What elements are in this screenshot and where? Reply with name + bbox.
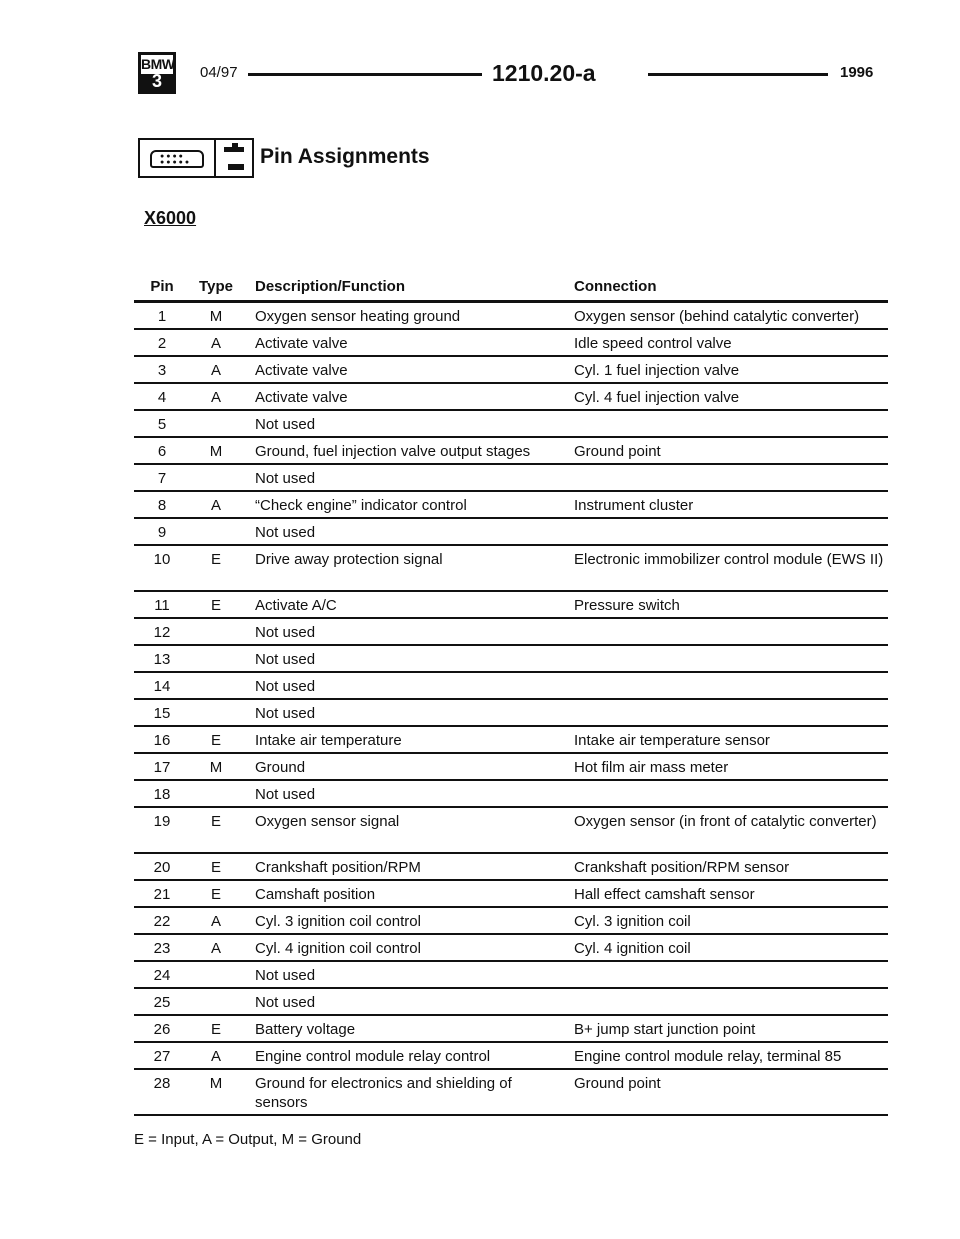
table-row	[134, 1070, 888, 1116]
pin-description: Not used	[255, 624, 316, 641]
pin-number: 20	[153, 859, 171, 876]
pin-description: Not used	[255, 705, 316, 722]
pin-type: E	[210, 886, 221, 903]
header-description: Description/Function	[255, 278, 405, 295]
header-pin: Pin	[150, 278, 174, 295]
type-legend: E = Input, A = Output, M = Ground	[134, 1131, 362, 1148]
table-row	[134, 781, 888, 808]
pin-type: E	[210, 597, 221, 614]
pin-connection: Electronic immobilizer control module (EWS II)	[574, 551, 884, 568]
pin-type: M	[209, 308, 223, 325]
pin-type: A	[210, 335, 221, 352]
table-row	[134, 646, 888, 673]
header-type: Type	[199, 278, 233, 295]
table-row	[134, 465, 888, 492]
pin-number: 16	[153, 732, 171, 749]
pin-description: Camshaft position	[255, 886, 376, 903]
pin-type: E	[210, 1021, 221, 1038]
pin-number: 17	[153, 759, 171, 776]
pin-number: 22	[153, 913, 171, 930]
table-row	[134, 438, 888, 465]
pin-description: Oxygen sensor heating ground	[255, 308, 461, 325]
pin-description: Intake air temperature	[255, 732, 402, 749]
pin-description: Not used	[255, 651, 316, 668]
table-row	[134, 492, 888, 519]
pin-type: E	[210, 813, 221, 830]
pin-connection: Cyl. 1 fuel injection valve	[574, 362, 740, 379]
table-row	[134, 519, 888, 546]
table-row	[134, 754, 888, 781]
table-row	[134, 546, 888, 592]
pin-number: 28	[153, 1075, 171, 1092]
pin-description: Not used	[255, 416, 316, 433]
table-row	[134, 592, 888, 619]
pin-number: 3	[157, 362, 167, 379]
table-row	[134, 908, 888, 935]
pin-description: Activate valve	[255, 335, 348, 352]
pin-number: 9	[157, 524, 167, 541]
pin-description: “Check engine” indicator control	[255, 497, 467, 514]
header-connection: Connection	[574, 278, 657, 295]
pin-connection: Cyl. 4 ignition coil	[574, 940, 691, 957]
pin-description: Not used	[255, 994, 316, 1011]
table-row	[134, 808, 888, 854]
pin-connection: Ground point	[574, 443, 661, 460]
pin-description: Battery voltage	[255, 1021, 356, 1038]
pin-description: Not used	[255, 967, 316, 984]
pin-description: Ground	[255, 759, 306, 776]
pin-connection: Intake air temperature sensor	[574, 732, 770, 749]
pin-type: A	[210, 940, 221, 957]
pin-number: 13	[153, 651, 171, 668]
pin-assignment-table	[134, 276, 888, 1116]
pin-connection: Ground point	[574, 1075, 661, 1092]
pin-number: 23	[153, 940, 171, 957]
pin-description: Engine control module relay control	[255, 1048, 491, 1065]
table-row	[134, 1016, 888, 1043]
table-row	[134, 989, 888, 1016]
table-row	[134, 962, 888, 989]
pin-connection: Engine control module relay, terminal 85	[574, 1048, 842, 1065]
table-row	[134, 673, 888, 700]
pin-type: A	[210, 362, 221, 379]
pin-number: 24	[153, 967, 171, 984]
pin-type: E	[210, 551, 221, 568]
pin-number: 6	[157, 443, 167, 460]
table-row	[134, 357, 888, 384]
header-date: 04/97	[200, 64, 238, 81]
pin-type: M	[209, 1075, 223, 1092]
table-row	[134, 935, 888, 962]
pin-description: Oxygen sensor signal	[255, 813, 400, 830]
pin-number: 5	[157, 416, 167, 433]
pin-connection: Hot film air mass meter	[574, 759, 729, 776]
pin-description: Not used	[255, 678, 316, 695]
table-row	[134, 619, 888, 646]
pin-number: 4	[157, 389, 167, 406]
pin-connection: Oxygen sensor (behind catalytic converter)	[574, 308, 860, 325]
plug-pins-icon	[214, 138, 254, 178]
pin-description: Crankshaft position/RPM	[255, 859, 421, 876]
pin-description: Cyl. 4 ignition coil control	[255, 940, 421, 957]
pin-description: Cyl. 3 ignition coil control	[255, 913, 421, 930]
pin-type: E	[210, 732, 221, 749]
pin-type: A	[210, 389, 221, 406]
pin-description: Activate valve	[255, 389, 348, 406]
pin-description: Activate A/C	[255, 597, 337, 614]
pin-number: 18	[153, 786, 171, 803]
pin-description: Ground for electronics and shielding of sensors	[255, 1075, 512, 1111]
header-rule-left	[248, 73, 482, 76]
pin-type: A	[210, 913, 221, 930]
pin-type: E	[210, 859, 221, 876]
pin-connection: B+ jump start junction point	[574, 1021, 756, 1038]
page-header	[138, 52, 880, 96]
pin-number: 7	[157, 470, 167, 487]
pin-connection: Cyl. 3 ignition coil	[574, 913, 691, 930]
model-year: 1996	[840, 64, 874, 81]
pin-type: A	[210, 1048, 221, 1065]
section-title: Pin Assignments	[260, 145, 430, 168]
table-row	[134, 303, 888, 330]
pin-number: 26	[153, 1021, 171, 1038]
pin-connection: Pressure switch	[574, 597, 680, 614]
pin-number: 12	[153, 624, 171, 641]
bmw-3-series-logo	[138, 52, 176, 94]
connector-icon: ●●●● ●●●●●	[138, 138, 216, 178]
pin-number: 21	[153, 886, 171, 903]
connector-id: X6000	[144, 208, 197, 228]
pin-description: Activate valve	[255, 362, 348, 379]
pin-number: 25	[153, 994, 171, 1011]
pin-number: 11	[154, 597, 170, 614]
pin-number: 14	[153, 678, 171, 695]
pin-number: 10	[153, 551, 171, 568]
pin-description: Not used	[255, 524, 316, 541]
pin-connection: Idle speed control valve	[574, 335, 732, 352]
table-row	[134, 384, 888, 411]
table-header	[134, 276, 888, 303]
table-row	[134, 411, 888, 438]
table-row	[134, 727, 888, 754]
header-rule-right	[648, 73, 828, 76]
pin-number: 8	[157, 497, 167, 514]
table-row	[134, 1043, 888, 1070]
logo-brand: BMW	[141, 56, 175, 72]
pin-description: Not used	[255, 470, 316, 487]
pin-description: Ground, fuel injection valve output stages	[255, 443, 531, 460]
pin-description: Not used	[255, 786, 316, 803]
document-number: 1210.20-a	[492, 60, 596, 86]
pin-number: 15	[153, 705, 171, 722]
pin-number: 2	[157, 335, 167, 352]
pin-connection: Hall effect camshaft sensor	[574, 886, 755, 903]
table-row	[134, 700, 888, 727]
table-row	[134, 881, 888, 908]
table-row	[134, 854, 888, 881]
pin-type: M	[209, 443, 223, 460]
pin-connection: Instrument cluster	[574, 497, 694, 514]
section-heading	[138, 138, 538, 182]
pin-connection: Crankshaft position/RPM sensor	[574, 859, 790, 876]
pin-connection: Cyl. 4 fuel injection valve	[574, 389, 740, 406]
pin-number: 19	[153, 813, 171, 830]
pin-description: Drive away protection signal	[255, 551, 443, 568]
pin-number: 27	[153, 1048, 171, 1065]
pin-connection: Oxygen sensor (in front of catalytic converter)	[574, 813, 877, 830]
pin-type: M	[209, 759, 223, 776]
logo-series: 3	[151, 71, 162, 91]
pin-number: 1	[157, 308, 167, 325]
pin-type: A	[210, 497, 221, 514]
table-row	[134, 330, 888, 357]
